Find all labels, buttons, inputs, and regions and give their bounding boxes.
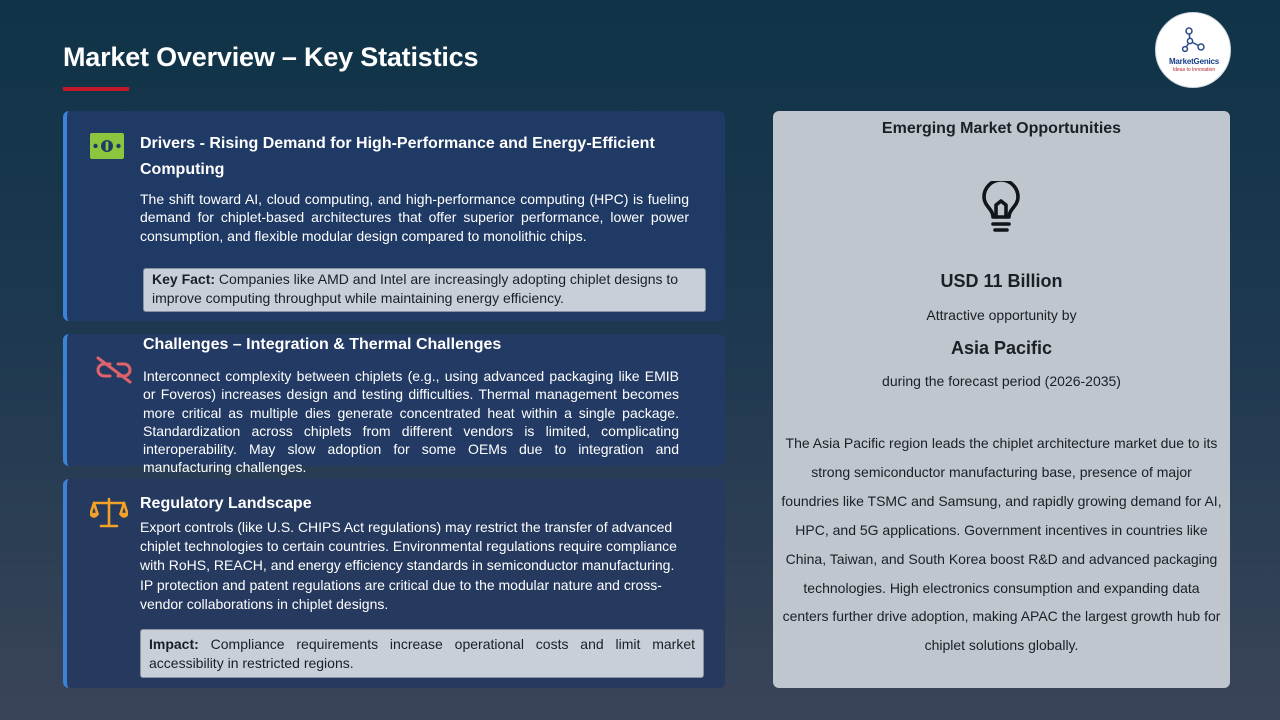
opportunity-subtitle: Attractive opportunity by	[926, 307, 1077, 323]
opportunity-description: The Asia Pacific region leads the chiplet architecture market due to its strong semiconductor manufacturing base, presence of major foundries like TSMC and Samsung, and rapidly growing demand for AI, HPC, and 5G applications. Government incentives in countries like China, Taiwan, and South Korea boost R&D and advanced packaging technologies. High electronics consumption and expanding data centers further drive adoption, making APAC the largest growth hub for chiplet solutions globally.	[781, 435, 1222, 654]
page-title: Market Overview – Key Statistics	[63, 42, 479, 72]
challenges-body: Interconnect complexity between chiplets (e.g., using advanced packaging like EMIB or Foveros) increases design and testing difficulties. Thermal management becomes more critical as multiple dies generate concentrated heat within a single package. Standardization across chiplets from different vendors is limited, complicating interoperability. May slow adoption for some OEMs due to integration and manufacturing challenges.	[143, 368, 679, 476]
key-fact-label: Key Fact:	[152, 271, 216, 287]
logo-tagline: Ideas to Innovation	[1172, 67, 1216, 73]
regulatory-heading: Regulatory Landscape	[140, 495, 312, 512]
drivers-heading-line2: Computing	[140, 161, 225, 178]
challenges-card	[63, 334, 725, 476]
challenges-heading: Challenges – Integration & Thermal Challenges	[143, 336, 502, 353]
impact-label: Impact:	[149, 636, 199, 652]
opportunity-period: during the forecast period (2026-2035)	[882, 373, 1121, 389]
regulatory-impact	[140, 629, 704, 678]
drivers-body: The shift toward AI, cloud computing, and high-performance computing (HPC) is fueling demand for chiplet-based architectures that offer superior performance, lower power consumption, and flexible modular design compared to monolithic chips.	[140, 191, 689, 244]
opportunity-value: USD 11 Billion	[940, 271, 1063, 291]
marketgenics-logo	[1155, 12, 1231, 88]
lightbulb-icon	[978, 181, 1024, 235]
regulatory-body: Export controls (like U.S. CHIPS Act regulations) may restrict the transfer of advanced chiplet technologies to certain countries. Environmental regulations require compliance with RoHS, REACH, and energy efficiency standards in semiconductor manufacturing. IP protection and patent regulations are critical due to the modular nature and cross-vendor collaborations in chiplet designs.	[140, 519, 677, 612]
title-underline	[63, 87, 129, 91]
drivers-card	[63, 111, 725, 321]
impact-text: Compliance requirements increase operational costs and limit market accessibility in restricted regions.	[149, 636, 695, 671]
balance-scale-icon	[90, 497, 128, 529]
opportunity-title: Emerging Market Opportunities	[881, 120, 1122, 137]
opportunity-panel	[773, 111, 1230, 688]
broken-link-icon	[94, 355, 134, 385]
key-fact-text: Companies like AMD and Intel are increasingly adopting chiplet designs to improve computing throughput while maintaining energy efficiency.	[152, 271, 679, 306]
molecule-logo-icon	[1182, 27, 1206, 53]
drivers-key-fact	[143, 268, 706, 312]
drivers-heading-line1: Drivers - Rising Demand for High-Performance and Energy-Efficient	[140, 135, 655, 152]
opportunity-region: Asia Pacific	[950, 338, 1053, 358]
money-bill-icon	[90, 133, 124, 159]
regulatory-card	[63, 479, 725, 688]
logo-name: MarketGenics	[1168, 57, 1220, 66]
